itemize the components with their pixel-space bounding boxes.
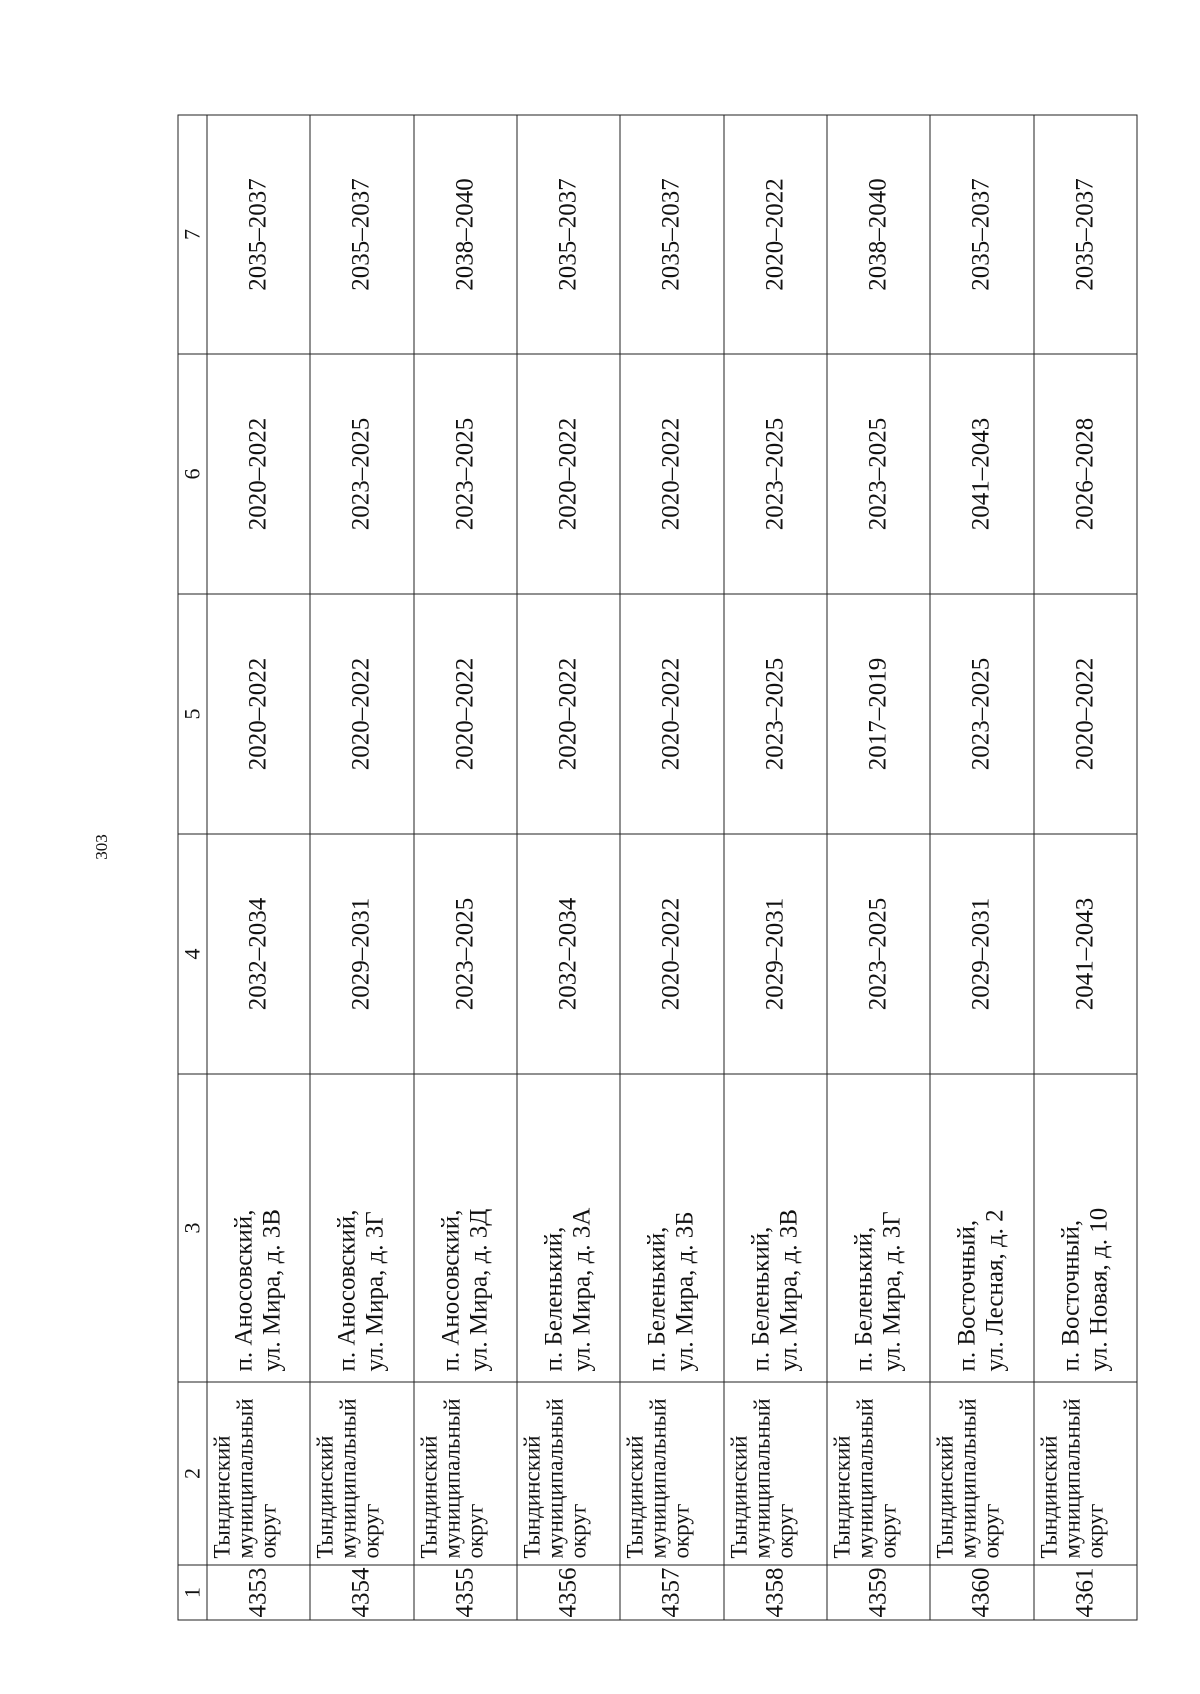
district-cell [930, 1382, 1033, 1565]
district-line: Тындинский [725, 1435, 751, 1558]
district-line: округ [874, 1503, 900, 1558]
address-line: ул. Мира, д. 3В [258, 1208, 286, 1371]
period-col-6: 2023–2025 [826, 354, 929, 594]
address-line: п. Аносовский, [230, 1209, 258, 1371]
period-col-4: 2023–2025 [826, 834, 929, 1074]
district-cell [413, 1382, 516, 1565]
column-header-7: 7 [178, 115, 207, 354]
row-number: 4360 [930, 1565, 1033, 1620]
period-col-7: 2035–2037 [930, 115, 1033, 354]
address-cell [826, 1074, 929, 1382]
address-line: ул. Мира, д. 3Г [878, 1210, 906, 1371]
column-header-3: 3 [178, 1074, 207, 1382]
table-row [930, 115, 1033, 1620]
period-col-4: 2029–2031 [930, 834, 1033, 1074]
address-cell [516, 1074, 619, 1382]
address-cell [930, 1074, 1033, 1382]
period-col-7: 2035–2037 [310, 115, 413, 354]
period-col-6: 2026–2028 [1033, 354, 1136, 594]
address-cell [723, 1074, 826, 1382]
district-cell [620, 1382, 723, 1565]
district-line: муниципальный [955, 1397, 981, 1558]
district-line: округ [771, 1503, 797, 1558]
district-line: округ [564, 1503, 590, 1558]
period-col-7: 2035–2037 [207, 115, 310, 354]
period-col-7: 2035–2037 [620, 115, 723, 354]
row-number: 4356 [516, 1565, 619, 1620]
district-line: муниципальный [438, 1397, 464, 1558]
table-body [207, 115, 1137, 1620]
address-line: ул. Мира, д. 3Г [361, 1210, 389, 1371]
row-number: 4359 [826, 1565, 929, 1620]
district-cell [1033, 1382, 1136, 1565]
period-col-4: 2029–2031 [723, 834, 826, 1074]
column-header-4: 4 [178, 834, 207, 1074]
column-header-5: 5 [178, 594, 207, 834]
period-col-5: 2023–2025 [723, 594, 826, 834]
district-line: муниципальный [232, 1397, 257, 1558]
address-cell [310, 1074, 413, 1382]
period-col-7: 2038–2040 [413, 115, 516, 354]
period-col-7: 2035–2037 [516, 115, 619, 354]
period-col-4: 2029–2031 [310, 834, 413, 1074]
district-cell [723, 1382, 826, 1565]
header-row [178, 115, 207, 1620]
table-row [620, 115, 723, 1620]
district-cell [207, 1382, 310, 1565]
district-line: Тындинский [312, 1435, 338, 1558]
period-col-6: 2020–2022 [620, 354, 723, 594]
column-header-2: 2 [178, 1382, 207, 1565]
district-line: Тындинский [828, 1435, 854, 1558]
table-row [207, 115, 310, 1620]
row-number: 4358 [723, 1565, 826, 1620]
district-line: округ [1081, 1503, 1107, 1558]
period-col-6: 2023–2025 [310, 354, 413, 594]
district-line: округ [358, 1503, 384, 1558]
table-row [826, 115, 929, 1620]
district-line: муниципальный [851, 1397, 877, 1558]
period-col-4: 2032–2034 [516, 834, 619, 1074]
period-col-6: 2041–2043 [930, 354, 1033, 594]
address-line: ул. Мира, д. 3Д [464, 1208, 492, 1371]
column-header-6: 6 [178, 354, 207, 594]
period-col-5: 2020–2022 [413, 594, 516, 834]
period-col-5: 2017–2019 [826, 594, 929, 834]
row-number: 4357 [620, 1565, 723, 1620]
address-line: ул. Мира, д. 3В [774, 1208, 802, 1371]
district-cell [310, 1382, 413, 1565]
district-line: округ [461, 1503, 487, 1558]
table-row [723, 115, 826, 1620]
district-cell [826, 1382, 929, 1565]
period-col-6: 2023–2025 [723, 354, 826, 594]
row-number: 4354 [310, 1565, 413, 1620]
column-header-1: 1 [178, 1565, 207, 1620]
period-col-5: 2020–2022 [1033, 594, 1136, 834]
table-row [516, 115, 619, 1620]
district-line: Тындинский [415, 1435, 441, 1558]
district-line: округ [668, 1503, 694, 1558]
district-line: муниципальный [748, 1397, 774, 1558]
period-col-4: 2032–2034 [207, 834, 310, 1074]
address-line: п. Восточный, [1056, 1219, 1084, 1371]
period-col-7: 2020–2022 [723, 115, 826, 354]
district-line: Тындинский [518, 1435, 544, 1558]
table-row [413, 115, 516, 1620]
period-col-5: 2020–2022 [207, 594, 310, 834]
schedule-table [177, 114, 1137, 1620]
table-container [177, 115, 1137, 1620]
district-line: муниципальный [1058, 1397, 1084, 1558]
table-row [310, 115, 413, 1620]
period-col-5: 2020–2022 [516, 594, 619, 834]
period-col-6: 2020–2022 [207, 354, 310, 594]
table-row [1033, 115, 1136, 1620]
period-col-5: 2023–2025 [930, 594, 1033, 834]
district-line: Тындинский [622, 1435, 648, 1558]
address-cell [1033, 1074, 1136, 1382]
district-line: муниципальный [335, 1397, 361, 1558]
address-line: п. Восточный, [953, 1219, 981, 1371]
row-number: 4355 [413, 1565, 516, 1620]
district-line: Тындинский [209, 1435, 234, 1558]
row-number: 4353 [207, 1565, 310, 1620]
period-col-5: 2020–2022 [620, 594, 723, 834]
address-line: п. Аносовский, [333, 1209, 361, 1371]
page-number: 303 [92, 834, 111, 860]
address-line: п. Беленький, [746, 1226, 774, 1371]
district-line: муниципальный [541, 1397, 567, 1558]
period-col-4: 2041–2043 [1033, 834, 1136, 1074]
address-line: ул. Мира, д. 3А [568, 1207, 596, 1371]
district-line: Тындинский [932, 1435, 958, 1558]
rotated-table-frame [177, 115, 1137, 1620]
address-cell [207, 1074, 310, 1382]
period-col-4: 2023–2025 [413, 834, 516, 1074]
address-line: п. Беленький, [643, 1226, 671, 1371]
district-line: округ [255, 1503, 280, 1558]
address-line: п. Беленький, [540, 1226, 568, 1371]
period-col-4: 2020–2022 [620, 834, 723, 1074]
address-line: ул. Новая, д. 10 [1084, 1207, 1112, 1371]
district-line: округ [978, 1503, 1004, 1558]
period-col-6: 2020–2022 [516, 354, 619, 594]
district-cell [516, 1382, 619, 1565]
district-line: муниципальный [645, 1397, 671, 1558]
period-col-7: 2038–2040 [826, 115, 929, 354]
row-number: 4361 [1033, 1565, 1136, 1620]
address-line: п. Аносовский, [436, 1209, 464, 1371]
address-line: ул. Мира, д. 3Б [671, 1210, 699, 1371]
address-line: п. Беленький, [850, 1226, 878, 1371]
period-col-5: 2020–2022 [310, 594, 413, 834]
address-line: ул. Лесная, д. 2 [981, 1208, 1009, 1371]
district-line: Тындинский [1035, 1435, 1061, 1558]
address-cell [413, 1074, 516, 1382]
period-col-7: 2035–2037 [1033, 115, 1136, 354]
address-cell [620, 1074, 723, 1382]
period-col-6: 2023–2025 [413, 354, 516, 594]
